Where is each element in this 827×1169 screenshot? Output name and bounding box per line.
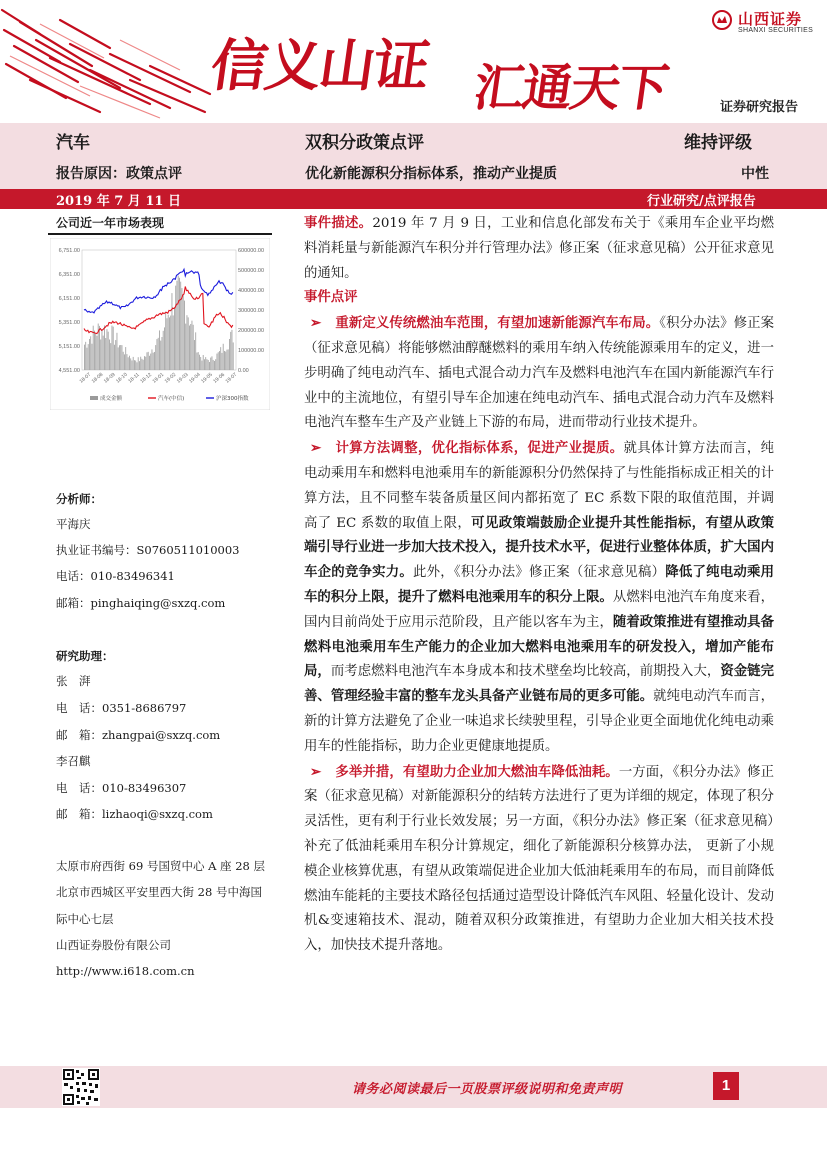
volume-bar <box>167 318 168 370</box>
volume-bar <box>137 362 138 370</box>
volume-bar <box>174 308 175 370</box>
bullet-2-text-3: 从燃料电池汽车角度来看，国内目前尚处于应用示范阶段，且产能以客车为主， <box>304 589 775 630</box>
bullet-1-text: 《积分办法》修正案（征求意见稿）将能够燃油醇醚燃料的乘用车纳入传统能源乘用车的定义，进一步明确了纯电动汽车、插电式混合动力汽车及燃料电池汽车在国内新能源汽车行业中的主流地位，有望引导车企加速在纯电动汽车、插电式混合动力汽车及燃料电池汽车整车生产及产业链上下游的布局，进而带动行业技术提升。 <box>304 316 774 431</box>
volume-bar <box>230 332 231 370</box>
volume-bar <box>165 311 166 370</box>
volume-bar <box>180 282 181 370</box>
volume-bar <box>188 317 189 370</box>
volume-bar <box>129 356 130 370</box>
slogan-part2: 汇通天下 <box>470 59 671 117</box>
volume-bar <box>219 351 220 370</box>
volume-bar <box>90 336 91 370</box>
bullet-3-heading: 多举并措，有望助力企业加大燃油车降低油耗。 <box>335 764 619 780</box>
volume-bar <box>127 354 128 370</box>
volume-bar <box>220 347 221 370</box>
address-beijing-line1: 北京市西城区平安里西大街 28 号中海国 <box>56 885 262 899</box>
legend-label: 汽车(中信) <box>158 396 185 402</box>
volume-bar <box>150 354 151 370</box>
volume-bar <box>124 354 125 370</box>
x-tick: 19-02 <box>163 371 178 385</box>
report-type: 证券研究报告 <box>720 100 799 115</box>
volume-bar <box>182 288 183 370</box>
page-number: 1 <box>713 1072 739 1100</box>
assistant-1-email[interactable]: 邮 箱：zhangpai@sxzq.com <box>56 728 221 742</box>
x-tick: 18-12 <box>139 371 154 385</box>
volume-bar <box>122 345 123 370</box>
volume-bar <box>123 352 124 370</box>
volume-bar <box>200 357 201 370</box>
y-left-tick: 4,551.00 <box>58 368 80 374</box>
volume-bar <box>218 352 219 370</box>
x-tick: 18-10 <box>115 371 129 385</box>
bullet-1 <box>304 311 774 436</box>
bullet-2-emphasis-2: 降低了纯电动乘用车的积分上限，提升了燃料电池乘用车的积分上限。 <box>304 565 774 605</box>
volume-bar <box>108 332 109 370</box>
volume-bar <box>229 339 230 370</box>
x-tick: 19-07 <box>224 371 239 385</box>
volume-bar <box>97 336 98 370</box>
y-left-tick: 6,751.00 <box>58 248 80 254</box>
legend-label: 沪深300指数 <box>216 396 249 402</box>
volume-bar <box>178 276 179 370</box>
assistant-2-email[interactable]: 邮 箱：lizhaoqi@sxzq.com <box>56 807 213 821</box>
volume-bar <box>107 329 108 370</box>
volume-bar <box>143 360 144 370</box>
company-logo <box>712 8 822 38</box>
volume-bar <box>157 339 158 370</box>
volume-bar <box>120 345 121 370</box>
volume-bar <box>119 345 120 370</box>
volume-bar <box>162 337 163 370</box>
x-tick: 18-09 <box>102 371 117 385</box>
volume-bar <box>173 315 174 370</box>
rating-label: 维持评级 <box>684 133 752 153</box>
volume-bar <box>228 349 229 370</box>
x-tick: 18-11 <box>127 371 141 385</box>
address-taiyuan: 太原市府西街 69 号国贸中心 A 座 28 层 <box>56 859 266 873</box>
volume-bar <box>202 361 203 370</box>
volume-bar <box>170 316 171 370</box>
y-left-tick: 5,151.00 <box>58 344 80 350</box>
y-right-tick: 300000.00 <box>238 308 264 314</box>
assistant-2-phone: 电 话：010-83496307 <box>56 781 187 795</box>
volume-bar <box>163 331 164 370</box>
volume-bar <box>153 353 154 370</box>
rating-value: 中性 <box>741 166 769 182</box>
report-subtitle: 优化新能源积分指标体系，推动产业提质 <box>305 166 557 182</box>
volume-bar <box>204 359 205 370</box>
analyst-heading: 分析师： <box>56 492 102 506</box>
volume-bar <box>102 329 103 370</box>
volume-bar <box>142 359 143 370</box>
volume-bar <box>84 345 85 370</box>
volume-bar <box>132 360 133 370</box>
industry-label: 汽车 <box>56 133 90 153</box>
report-category: 行业研究/点评报告 <box>647 194 756 209</box>
volume-bar <box>95 334 96 370</box>
y-right-tick: 0.00 <box>238 368 249 374</box>
volume-bar <box>198 352 199 370</box>
volume-bar <box>115 340 116 370</box>
event-description-label: 事件描述。 <box>304 216 373 231</box>
logo-mark-icon <box>712 10 732 30</box>
analyst-email[interactable]: 邮箱：pinghaiqing@sxzq.com <box>56 596 226 610</box>
disclaimer: 请务必阅读最后一页股票评级说明和免责声明 <box>352 1082 623 1097</box>
assistant-1-name: 张 湃 <box>56 674 91 688</box>
y-right-tick: 200000.00 <box>238 328 264 334</box>
volume-bar <box>109 340 110 370</box>
volume-bar <box>177 281 178 370</box>
volume-bar <box>224 351 225 370</box>
volume-bar <box>113 327 114 370</box>
volume-bar <box>225 352 226 370</box>
volume-bar <box>199 355 200 370</box>
volume-bar <box>140 357 141 370</box>
volume-bar <box>87 348 88 370</box>
x-tick: 18-08 <box>90 371 105 385</box>
volume-bar <box>103 336 104 370</box>
company-website[interactable]: http://www.i618.com.cn <box>56 964 195 978</box>
bullet-1-heading: 重新定义传统燃油车范围，有望加速新能源汽车布局。 <box>335 316 660 332</box>
x-tick: 19-01 <box>151 371 166 385</box>
legend-label: 成交金额 <box>100 396 123 402</box>
section-heading: 事件点评 <box>304 290 358 306</box>
volume-bar <box>154 352 155 370</box>
volume-bar <box>152 349 153 370</box>
x-tick: 19-04 <box>188 371 202 385</box>
address-beijing-line2: 际中心七层 <box>56 912 114 926</box>
volume-bar <box>203 355 204 370</box>
analyst-phone: 电话：010-83496341 <box>56 569 175 583</box>
report-title: 双积分政策点评 <box>305 133 424 153</box>
analyst-cert: 执业证书编号：S0760511010003 <box>56 543 240 557</box>
x-tick: 19-03 <box>175 371 190 385</box>
x-tick: 19-06 <box>212 371 227 385</box>
bullet-2-text-1: 就具体计算方法而言，纯电动乘用车和燃料电池乘用车的新能源积分仍然保持了与性能指标成正相关的计算方法，且不同整车装备质量区间内都拓宽了 EC 系数下限的取值范围，并调高了 EC 系数的取值上限， <box>304 441 775 531</box>
volume-bar <box>183 295 184 370</box>
banner <box>0 0 827 123</box>
volume-bar <box>135 361 136 370</box>
volume-bar <box>118 347 119 370</box>
y-right-tick: 500000.00 <box>238 268 264 274</box>
volume-bar <box>105 338 106 370</box>
volume-bar <box>227 350 228 370</box>
volume-bar <box>168 315 169 370</box>
bullet-2-emphasis-4: 资金链完善、管理经验丰富的整车龙头具备产业链布局的更多可能。 <box>304 664 775 705</box>
legend-swatch <box>90 396 98 400</box>
volume-bar <box>207 359 208 370</box>
volume-bar <box>125 347 126 370</box>
y-right-tick: 100000.00 <box>238 348 264 354</box>
volume-bar <box>208 360 209 370</box>
volume-bar <box>88 344 89 370</box>
arrow-bullet-icon: ➢ <box>310 315 322 332</box>
volume-bar <box>185 324 186 370</box>
volume-bar <box>159 330 160 370</box>
volume-bar <box>195 332 196 370</box>
volume-bar <box>222 353 223 370</box>
volume-bar <box>128 357 129 370</box>
logo-english-name: SHANXI SECURITIES <box>738 27 814 34</box>
volume-bar <box>217 354 218 370</box>
volume-bar <box>148 352 149 370</box>
slogan-part1: 信义山证 <box>206 34 432 99</box>
assistant-2-name: 李召麒 <box>56 754 91 768</box>
volume-bar <box>187 315 188 370</box>
event-description <box>304 212 774 286</box>
volume-bar <box>205 357 206 370</box>
volume-bar <box>189 326 190 370</box>
volume-bar <box>130 358 131 370</box>
bullet-2 <box>304 436 774 759</box>
volume-bar <box>110 343 111 370</box>
volume-bar <box>193 325 194 370</box>
y-right-tick: 400000.00 <box>238 288 264 294</box>
report-reason: 报告原因：政策点评 <box>56 166 182 182</box>
y-right-tick: 600000.00 <box>238 248 264 254</box>
volume-bar <box>194 340 195 370</box>
chart-title: 公司近一年市场表现 <box>56 216 165 230</box>
volume-bar <box>172 293 173 370</box>
x-tick: 18-07 <box>78 371 93 385</box>
volume-bar <box>89 339 90 370</box>
y-left-tick: 6,151.00 <box>58 296 80 302</box>
volume-bar <box>145 357 146 370</box>
bullet-2-emphasis-3: 随着政策推进有望推动具备燃料电池乘用车生产能力的企业加大燃料电池乘用车的研发投入，增加产能布局， <box>304 614 775 680</box>
volume-bar <box>192 321 193 370</box>
volume-bar <box>99 326 100 370</box>
volume-bar <box>155 345 156 370</box>
volume-bar <box>139 361 140 370</box>
y-left-tick: 6,351.00 <box>58 272 80 278</box>
report-date: 2019 年 7 月 11 日 <box>56 194 181 209</box>
volume-bar <box>138 357 139 370</box>
market-chart <box>50 238 270 410</box>
volume-bar <box>197 353 198 370</box>
arrow-bullet-icon: ➢ <box>310 440 322 457</box>
market-chart-svg <box>50 238 270 410</box>
volume-bar <box>158 338 159 370</box>
bullet-2-text-2: 此外，《积分办法》修正案（征求意见稿） <box>413 565 666 581</box>
volume-bar <box>179 278 180 370</box>
volume-bar <box>223 344 224 370</box>
volume-bar <box>214 361 215 370</box>
arrow-bullet-icon: ➢ <box>310 763 322 780</box>
volume-bar <box>160 341 161 370</box>
volume-bar <box>114 345 115 370</box>
bullet-3 <box>304 760 774 959</box>
volume-bar <box>147 352 148 370</box>
volume-bar <box>100 339 101 370</box>
volume-bar <box>190 324 191 370</box>
volume-bar <box>212 356 213 370</box>
volume-bar <box>210 358 211 370</box>
volume-bar <box>209 362 210 370</box>
y-left-tick: 5,351.00 <box>58 320 80 326</box>
volume-bar <box>164 327 165 370</box>
volume-bar <box>184 301 185 370</box>
logo-name: 山西证券 <box>738 10 803 28</box>
analyst-name: 平海庆 <box>56 517 91 531</box>
bullet-3-text: 一方面，《积分办法》修正案（征求意见稿）对新能源积分的结转方法进行了更为详细的规定，体现了积分灵活性，更有利于行业长效发展；另一方面，《积分办法》修正案（征求意见稿）补充了低油耗乘用车积分计算规定，细化了新能源积分核算办法， 更新了小规模企业核算优惠，有望从政策端促进企业加大低油耗乘用车的布局，而目前降低燃油车能耗的主要技术路径包括通过造型设计降低汽车风阻、轻量化设计、发动机&变速箱技术、混动，随着双积分政策推进，有望助力企业加大相关技术投入，加快技术提升落地。 <box>304 764 774 954</box>
volume-bar <box>112 326 113 370</box>
volume-bar <box>232 330 233 370</box>
volume-bar <box>175 286 176 370</box>
qr-code-icon <box>62 1068 100 1106</box>
volume-bar <box>213 360 214 370</box>
volume-bar <box>144 356 145 370</box>
bullet-2-text-5: 就纯电动汽车而言，新的计算方法避免了企业一味追求长续驶里程，引导企业更全面地优化纯电动乘用车的性能指标，助力企业更健康地提质。 <box>304 689 774 754</box>
volume-bar <box>149 356 150 370</box>
assistant-1-phone: 电 话：0351-8686797 <box>56 701 187 715</box>
divider <box>48 233 272 235</box>
volume-bar <box>233 342 234 370</box>
volume-bar <box>117 333 118 370</box>
volume-bar <box>92 344 93 370</box>
company-name: 山西证券股份有限公司 <box>56 938 171 952</box>
assistant-heading: 研究助理： <box>56 649 114 663</box>
volume-bar <box>134 360 135 370</box>
bullet-2-text-4: 而考虑燃料电池汽车本身成本和技术壁垒均比较高，前期投入大， <box>330 664 721 680</box>
bullet-2-emphasis-1: 可见政策端鼓励企业提升其性能指标，有望从政策端引导行业进一步加大技术投入，提升技术水平，促进行业整体体质，扩大国内车企的竞争实力。 <box>304 515 774 581</box>
main-content <box>304 212 774 959</box>
volume-bar <box>215 359 216 370</box>
volume-bar <box>94 331 95 370</box>
volume-bar <box>104 325 105 370</box>
event-description-text: 2019 年 7 月 9 日，工业和信息化部发布关于《乘用车企业平均燃料消耗量与新能源汽车积分并行管理办法》修正案（征求意见稿）公开征求意见的通知。 <box>304 216 774 281</box>
x-tick: 19-05 <box>200 371 214 385</box>
volume-bar <box>85 342 86 370</box>
bullet-2-heading: 计算方法调整，优化指标体系，促进产业提质。 <box>335 441 624 457</box>
volume-bar <box>169 317 170 370</box>
volume-bar <box>133 357 134 370</box>
